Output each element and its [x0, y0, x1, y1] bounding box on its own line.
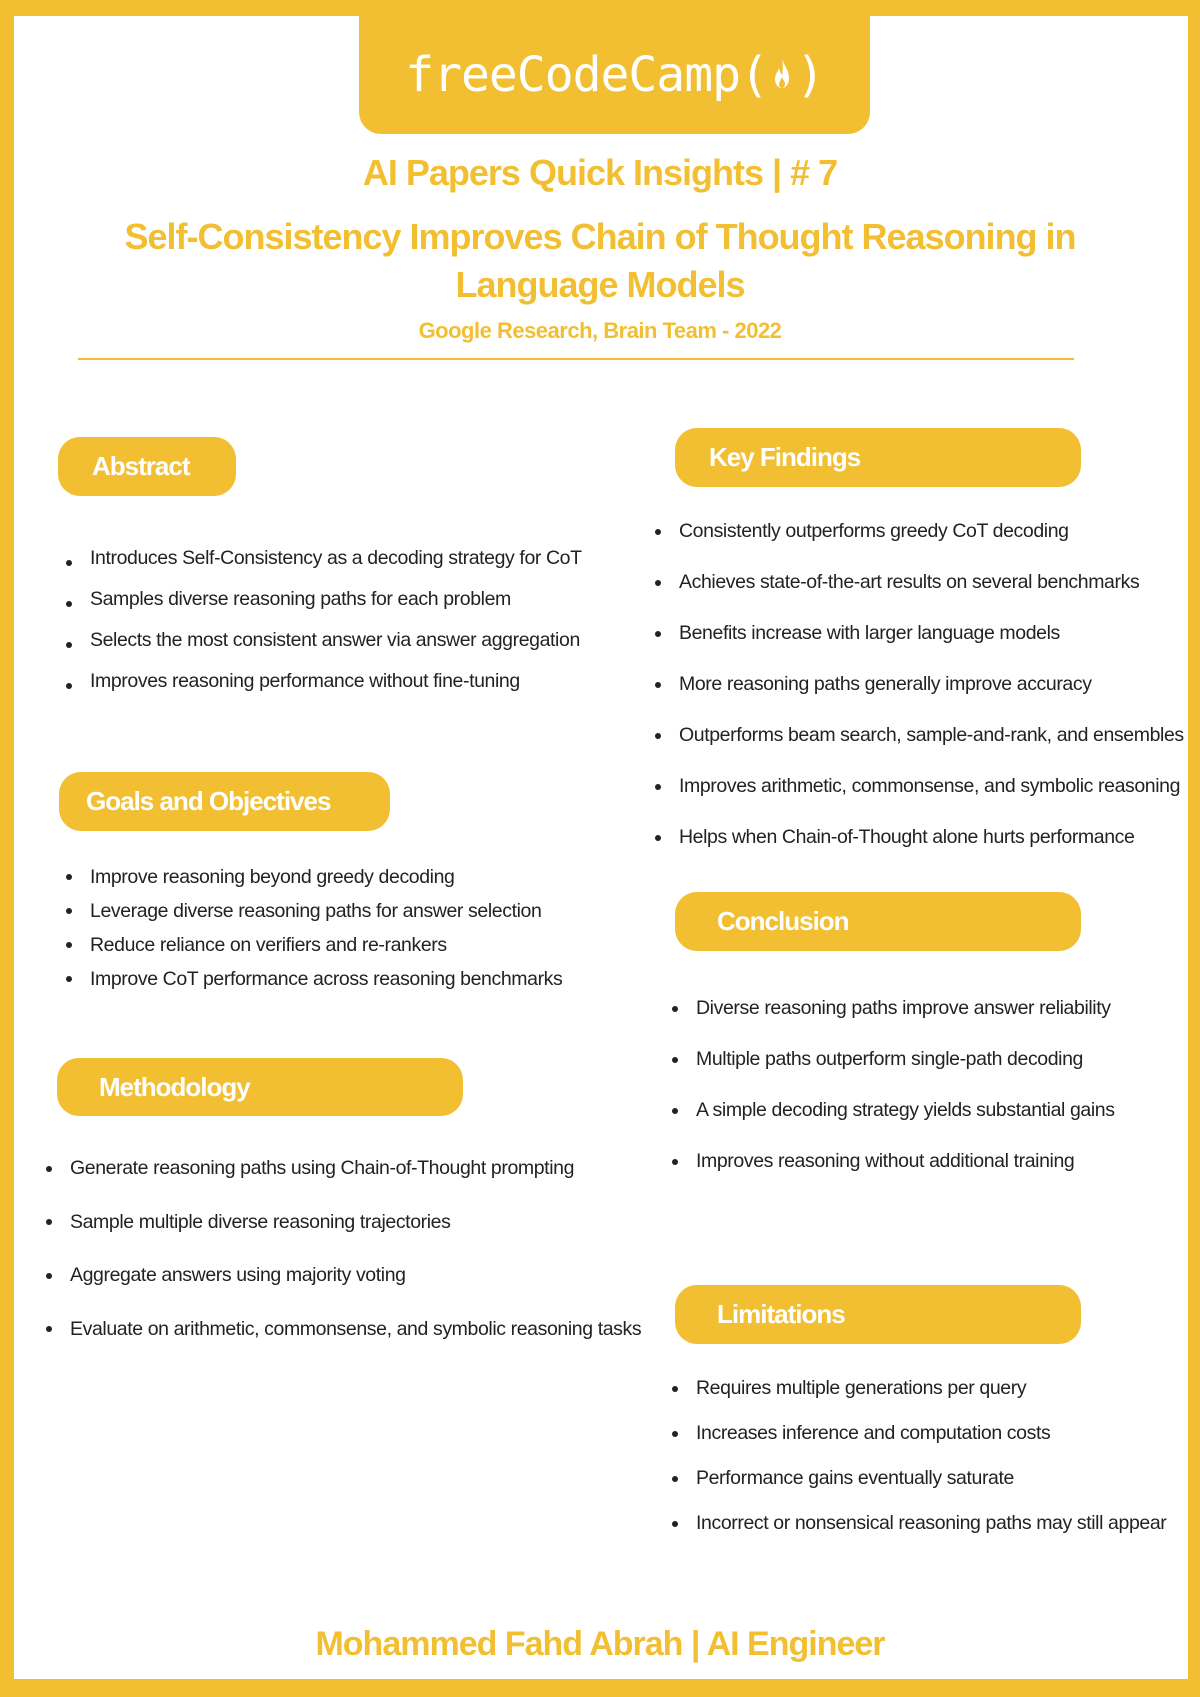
logo-close-paren: ) — [795, 47, 824, 103]
limitations-item: Requires multiple generations per query — [668, 1366, 1166, 1411]
methodology-item: Evaluate on arithmetic, commonsense, and symbolic reasoning tasks — [42, 1303, 641, 1357]
limitations-list — [668, 1366, 1166, 1546]
paper-title-line-2: Language Models — [455, 264, 745, 305]
key-findings-item: Outperforms beam search, sample-and-rank, and ensembles — [651, 710, 1184, 761]
goals-item: Leverage diverse reasoning paths for answer selection — [62, 894, 562, 928]
abstract-item: Samples diverse reasoning paths for each problem — [62, 583, 582, 624]
limitations-item: Increases inference and computation costs — [668, 1411, 1166, 1456]
key-findings-item: Benefits increase with larger language models — [651, 608, 1184, 659]
key-findings-list — [651, 506, 1184, 863]
key-findings-heading — [675, 428, 1081, 487]
key-findings-item: Consistently outperforms greedy CoT decoding — [651, 506, 1184, 557]
goals-item: Reduce reliance on verifiers and re-rankers — [62, 928, 562, 962]
limitations-heading-label: Limitations — [717, 1299, 845, 1329]
abstract-list — [62, 542, 582, 706]
brand-logo — [359, 16, 870, 134]
methodology-item: Aggregate answers using majority voting — [42, 1249, 641, 1303]
methodology-list — [42, 1142, 641, 1356]
flame-icon — [770, 55, 794, 95]
series-title: AI Papers Quick Insights | # 7 — [362, 152, 838, 193]
goals-heading — [59, 772, 390, 831]
author-footer: Mohammed Fahd Abrah | AI Engineer — [315, 1625, 885, 1663]
conclusion-list — [668, 983, 1115, 1187]
abstract-item: Introduces Self-Consistency as a decoding strategy for CoT — [62, 542, 582, 583]
abstract-heading-label: Abstract — [92, 451, 190, 481]
conclusion-item: A simple decoding strategy yields substantial gains — [668, 1085, 1115, 1136]
logo-text: freeCodeCamp( — [405, 47, 768, 103]
limitations-item: Performance gains eventually saturate — [668, 1456, 1166, 1501]
paper-affiliation: Google Research, Brain Team - 2022 — [418, 318, 782, 343]
paper-title — [0, 213, 1200, 309]
key-findings-item: Improves arithmetic, commonsense, and symbolic reasoning — [651, 761, 1184, 812]
key-findings-heading-label: Key Findings — [709, 442, 861, 472]
limitations-item: Incorrect or nonsensical reasoning paths may still appear — [668, 1501, 1166, 1546]
abstract-item: Selects the most consistent answer via answer aggregation — [62, 624, 582, 665]
paper-title-line-1: Self-Consistency Improves Chain of Thought Reasoning in — [124, 216, 1076, 257]
goals-item: Improve reasoning beyond greedy decoding — [62, 860, 562, 894]
methodology-heading-label: Methodology — [99, 1071, 250, 1102]
methodology-heading — [57, 1058, 463, 1116]
conclusion-heading-label: Conclusion — [717, 906, 849, 936]
key-findings-item: More reasoning paths generally improve accuracy — [651, 659, 1184, 710]
key-findings-item: Helps when Chain-of-Thought alone hurts performance — [651, 812, 1184, 863]
goals-heading-label: Goals and Objectives — [86, 786, 331, 816]
goals-list — [62, 860, 562, 996]
conclusion-item: Multiple paths outperform single-path decoding — [668, 1034, 1115, 1085]
header-divider — [78, 358, 1074, 360]
conclusion-item: Improves reasoning without additional training — [668, 1136, 1115, 1187]
abstract-heading — [58, 437, 236, 496]
goals-item: Improve CoT performance across reasoning benchmarks — [62, 962, 562, 996]
methodology-item: Sample multiple diverse reasoning trajectories — [42, 1196, 641, 1250]
abstract-item: Improves reasoning performance without fine-tuning — [62, 665, 582, 706]
conclusion-item: Diverse reasoning paths improve answer reliability — [668, 983, 1115, 1034]
limitations-heading — [675, 1285, 1081, 1344]
key-findings-item: Achieves state-of-the-art results on several benchmarks — [651, 557, 1184, 608]
conclusion-heading — [675, 892, 1081, 951]
logo-wordmark — [405, 47, 824, 103]
methodology-item: Generate reasoning paths using Chain-of-Thought prompting — [42, 1142, 641, 1196]
